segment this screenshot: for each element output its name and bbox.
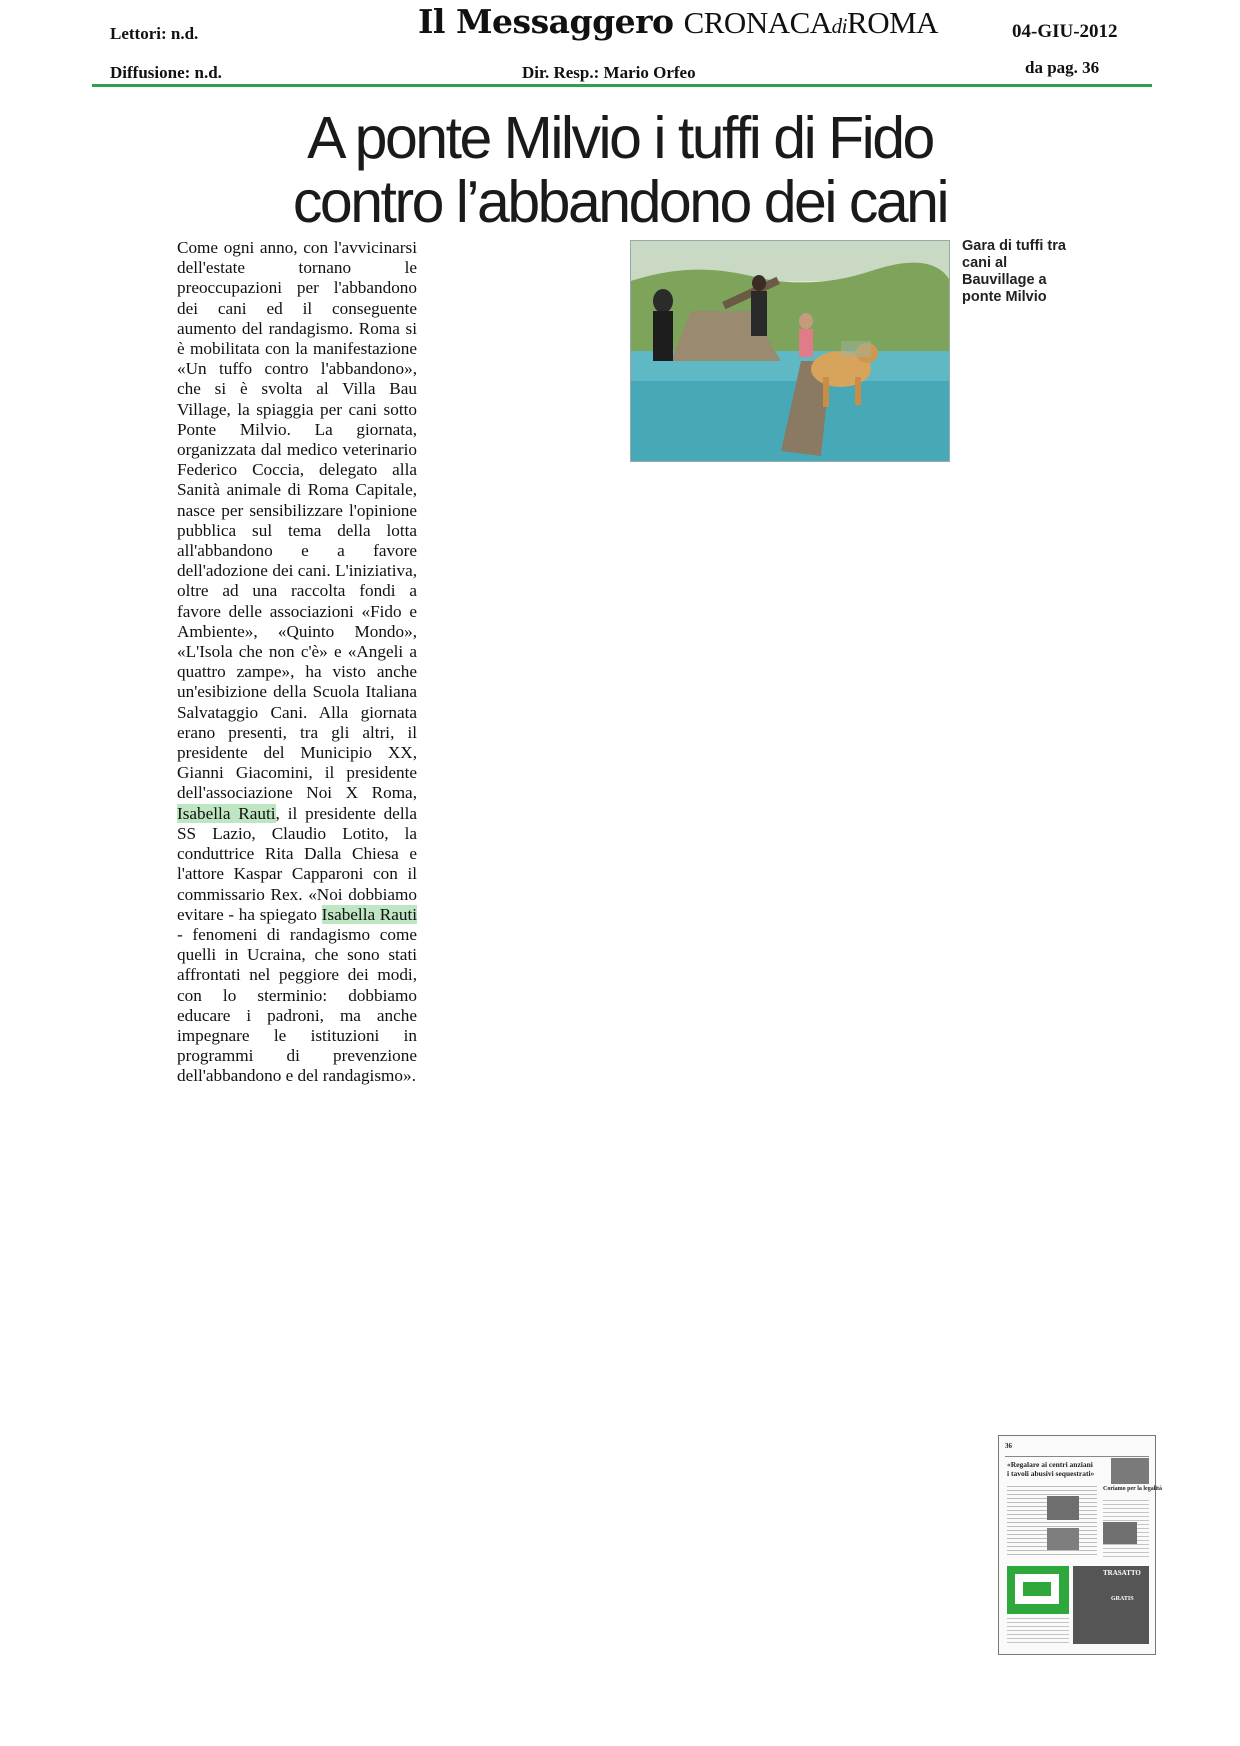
highlighted-name: Isabella Rauti: [177, 803, 276, 823]
highlighted-name: Isabella Rauti: [321, 904, 418, 924]
newspaper-masthead: [418, 2, 938, 41]
thumbnail-ad-label: TRASATTO: [1103, 1569, 1141, 1577]
body-text: , il presidente della SS Lazio, Claudio Lotito, la conduttrice Rita Dalla Chiesa e l'attore Kaspar Capparoni con il commissario Rex. «Noi dobbiamo evitare - ha spiegato: [177, 803, 417, 924]
page-thumbnail: [998, 1435, 1163, 1655]
thumbnail-side-headline: Coriamo per la legalità: [1103, 1486, 1163, 1492]
page-reference: da pag. 36: [1025, 58, 1100, 77]
thumbnail-page-number: 36: [1005, 1442, 1012, 1450]
dog-diving-photo: [631, 241, 949, 461]
director-line: Dir. Resp.: Mario Orfeo: [522, 63, 696, 82]
masthead-section: CRONACAdiROMA: [683, 5, 939, 40]
headline-line-2: contro l’abbandono dei cani: [292, 169, 948, 235]
thumbnail-headline-b: i tavoli abusivi sequestrati»: [1007, 1469, 1095, 1478]
thumbnail-ad-word: GRATIS: [1111, 1596, 1134, 1602]
thumbnail-headline-a: «Regalare ai centri anziani: [1007, 1460, 1093, 1469]
publication-date: 04-GIU-2012: [1012, 21, 1118, 42]
article-body: [177, 238, 417, 1087]
body-text: Come ogni anno, con l'avvicinarsi dell'estate tornano le preoccupazioni per l'abbandono dei cani ed il conseguente aumento del randagismo. Roma si è mobilitata con la manifestazione «Un tuffo contro l'abbandono», che si è svolta al Villa Bau Village, la spiaggia per cani sotto Ponte Milvio. La giornata, organizzata dal medico veterinario Federico Coccia, delegato alla Sanità animale di Roma Capitale, nasce per sensibilizzare l'opinione pubblica sul tema della lotta all'abbandono e a favore dell'adozione dei cani. L'iniziativa, oltre ad una raccolta fondi a favore delle associazioni «Fido e Ambiente», «Quinto Mondo», «L'Isola che non c'è» e «Angeli a quattro zampe», ha visto anche un'esibizione della Scuola Italiana Salvataggio Cani. Alla giornata erano presenti, tra gli altri, il presidente del Municipio XX, Gianni Giacomini, il presidente dell'associazione Noi X Roma,: [177, 238, 417, 803]
diffusione-label: Diffusione: n.d.: [110, 63, 222, 82]
body-text: - fenomeni di randagismo come quelli in Ucraina, che sono stati affrontati nel peggiore dei modi, con lo sterminio: dobbiamo educare i padroni, ma anche impegnare le istituzioni in programmi di prevenzione dell'abbandono e del randagismo».: [177, 924, 417, 1086]
header-divider: [92, 84, 1152, 87]
lettori-label: Lettori: n.d.: [110, 24, 199, 43]
masthead-logo: Il Messaggero: [418, 2, 674, 41]
photo-caption: Gara di tuffi tra cani al Bauvillage a ponte Milvio: [962, 238, 1066, 305]
headline-line-1: A ponte Milvio i tuffi di Fido: [307, 105, 933, 171]
article-photo: [630, 240, 950, 462]
article-headline: [180, 106, 1060, 234]
